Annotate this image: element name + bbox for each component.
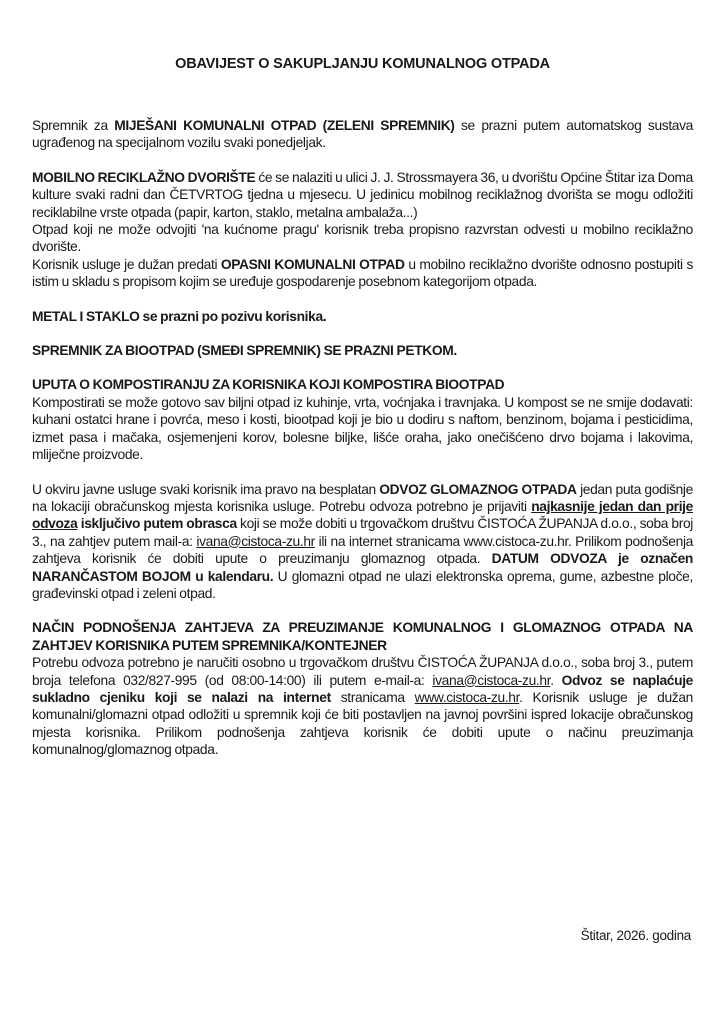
- text-segment: .: [550, 672, 562, 688]
- paragraph-mixed-communal-waste: [32, 117, 693, 152]
- paragraph-request-submission-method: [32, 619, 693, 758]
- text-segment: MIJEŠANI KOMUNALNI OTPAD (ZELENI SPREMNIK): [114, 118, 455, 133]
- text-segment: U glomazni otpad ne ulazi elektronska oprema, gume, azbestne ploče, građevinski otpad i zeleni otpad.: [32, 568, 693, 601]
- text-segment: se prazni putem automatskog sustava ugrađenog na specijalnom vozilu svaki ponedjeljak.: [32, 118, 694, 151]
- text-segment: će se nalaziti u ulici J. J. Strossmayera 36, u dvorištu Općine Štitar iza Doma kulture svaki radni dan ČETVRTOG tjedna u mjesecu. U jedinicu mobilnog reciklažnog dvorišta se mogu odložiti reciklabilne vrste otpada (papir, karton, staklo, metalna ambalaža...): [32, 169, 693, 220]
- text-segment: Potrebu odvoza potrebno je naručiti osobno u trgovačkom društvu ČISTOĆA ŽUPANJA d.o.o., soba broj 3., putem broja telefona 032/827-995 (od 08:00-14:00) ili putem e-mail-a:: [32, 655, 693, 688]
- text-segment: Kompostirati se može gotovo sav biljni otpad iz kuhinje, vrta, voćnjaka i travnjaka. U kompost se ne smije dodavati: kuhani ostatci hrane i povrća, meso i kosti, biootpad koji je bio u dodiru s naftom, benzinom, bojama i pesticidima, izmet pasa i mačaka, osjemenjeni korov, bolesne biljke, lišće oraha, jako onečišćeno drvo bojama i lakovima, mliječne proizvode.: [32, 394, 693, 463]
- text-segment: jedan puta godišnje na lokaciji obračunskog mjesta korisnika usluge. Potrebu odvoza potrebno je prijaviti: [32, 481, 693, 514]
- document-title: OBAVIJEST O SAKUPLJANJU KOMUNALNOG OTPADA: [175, 56, 550, 72]
- email-address: ivana@cistoca-zu.hr: [432, 672, 551, 688]
- text-segment: NAČIN PODNOŠENJA ZAHTJEVA ZA PREUZIMANJE KOMUNALNOG I GLOMAZNOG OTPADA NA ZAHTJEV KORISNIKA PUTEM SPREMNIKA/KONTEJNER: [32, 620, 693, 653]
- text-segment: DATUM ODVOZA je označen NARANČASTOM BOJOM u kalendaru.: [32, 551, 693, 584]
- text-segment: Odvoz se naplaćuje sukladno cjeniku koji se nalazi na internet: [32, 672, 693, 705]
- paragraph-composting-instructions: [32, 376, 693, 463]
- text-segment: koji se može dobiti u trgovačkom društvu ČISTOĆA ŽUPANJA d.o.o., soba broj 3., na zahtjev putem mail-a:: [32, 516, 693, 549]
- paragraph-biowaste-container: [32, 342, 693, 359]
- text-segment: OPASNI KOMUNALNI OTPAD: [220, 256, 405, 272]
- text-segment: Spremnik za: [32, 118, 115, 133]
- text-segment: najkasnije jedan dan prije odvoza: [32, 498, 693, 532]
- text-segment: Korisnik usluge je dužan predati: [32, 256, 221, 272]
- paragraph-bulky-waste-removal: [32, 481, 693, 603]
- text-segment: Otpad koji ne može odvojiti 'na kućnome pragu' korisnik treba propisno razvrstan odvesti u mobilno reciklažno dvorište.: [32, 222, 693, 255]
- text-segment: stranicama: [330, 689, 415, 705]
- text-segment: u mobilno reciklažno dvorište odnosno postupiti s istim u skladu s propisom kojim se uređuje gospodarenje posebnom kategorijom otpada.: [32, 256, 693, 290]
- text-segment: ili na internet stranicama www.cistoca-zu.hr. Prilikom podnošenja zahtjeva korisnik će dobiti upute o preuzimanju glomaznog otpada.: [32, 533, 693, 567]
- email-address: ivana@cistoca-zu.hr: [196, 533, 315, 549]
- text-segment: SPREMNIK ZA BIOOTPAD (SMEĐI SPREMNIK) SE PRAZNI PETKOM.: [32, 343, 457, 359]
- text-segment: ODVOZ GLOMAZNOG OTPADA: [379, 481, 577, 497]
- text-segment: UPUTA O KOMPOSTIRANJU ZA KORISNIKA KOJI KOMPOSTIRA BIOOTPAD: [32, 377, 505, 393]
- paragraph-metal-and-glass: [32, 308, 693, 325]
- text-segment: isključivo putem obrasca: [77, 516, 237, 532]
- website-address: www.cistoca-zu.hr: [414, 689, 520, 705]
- text-segment: . Korisnik usluge je dužan komunalni/glomazni otpad odložiti u spremnik koji će biti postavljen na javnoj površini ispred lokacije obračunskog mjesta korisnika. Prilikom podnošenja zahtjeva korisnik će dobiti upute o načinu preuzimanja komunalnog/glomaznog otpada.: [32, 689, 693, 758]
- paragraph-mobile-recycling-yard: [32, 169, 693, 291]
- text-segment: METAL I STAKLO se prazni po pozivu korisnika.: [32, 308, 327, 324]
- text-segment: U okviru javne usluge svaki korisnik ima pravo na besplatan: [32, 481, 380, 497]
- text-segment: MOBILNO RECIKLAŽNO DVORIŠTE: [32, 169, 256, 185]
- footer-place-year: Štitar, 2026. godina: [580, 928, 691, 943]
